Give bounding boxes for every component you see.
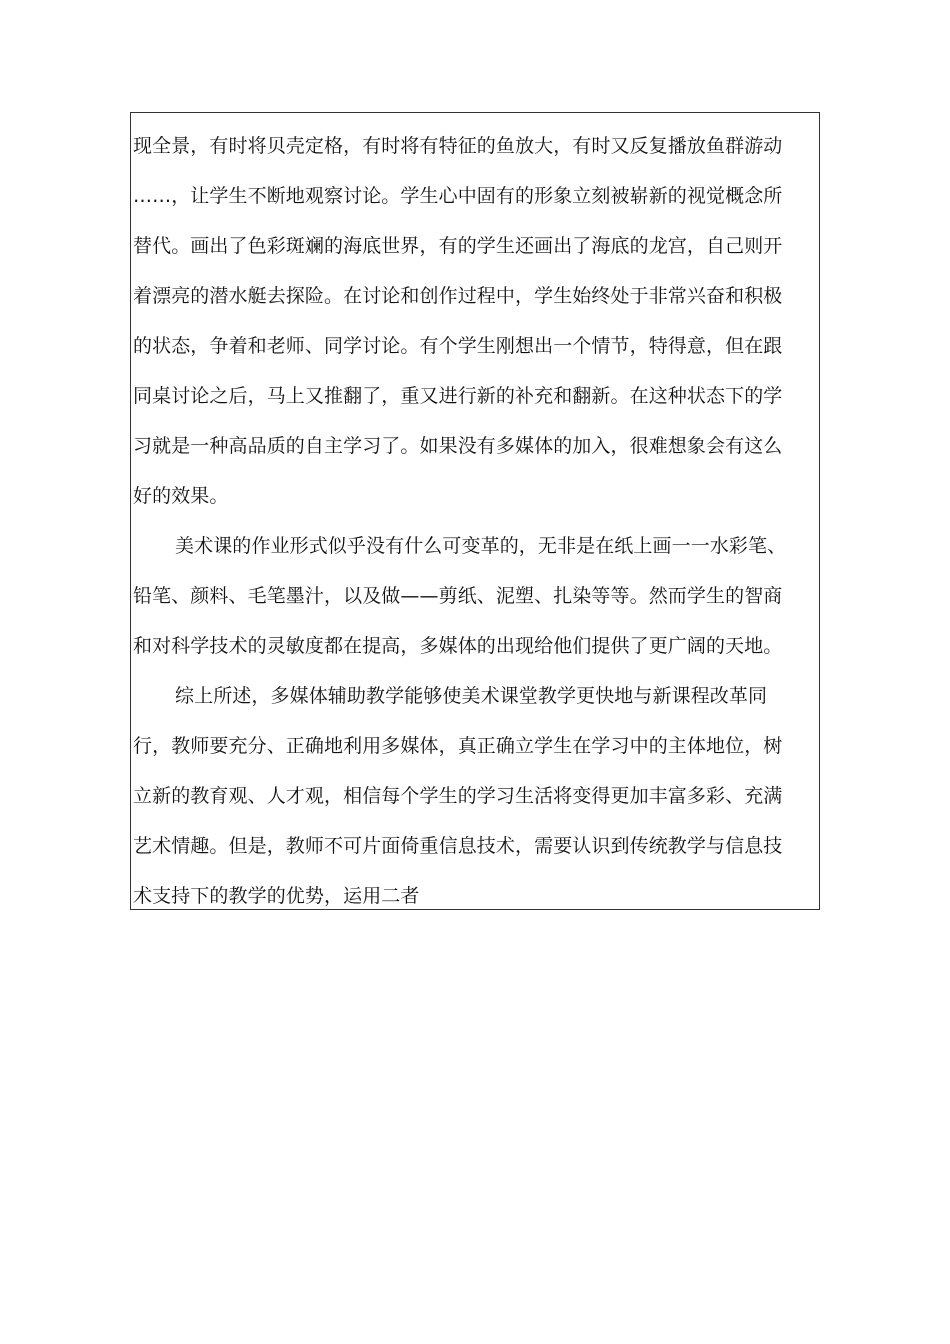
- text-line: 铅笔、颜料、毛笔墨汁，以及做——剪纸、泥塑、扎染等等。然而学生的智商: [133, 585, 783, 607]
- text-line: 现全景，有时将贝壳定格，有时将有特征的鱼放大，有时又反复播放鱼群游动: [133, 135, 783, 157]
- text-line: 综上所述，多媒体辅助教学能够使美术课堂教学更快地与新课程改革同: [175, 685, 768, 707]
- text-line: 艺术情趣。但是，教师不可片面倚重信息技术，需要认识到传统教学与信息技: [133, 835, 783, 857]
- text-line: 习就是一种高品质的自主学习了。如果没有多媒体的加入，很难想象会有这么: [133, 435, 783, 457]
- text-line: 美术课的作业形式似乎没有什么可变革的，无非是在纸上画一一水彩笔、: [175, 535, 787, 557]
- text-line: 立新的教育观、人才观，相信每个学生的学习生活将变得更加丰富多彩、充满: [133, 785, 783, 807]
- text-line: 行，教师要充分、正确地利用多媒体，真正确立学生在学习中的主体地位，树: [133, 735, 783, 757]
- text-line: 的状态，争着和老师、同学讨论。有个学生刚想出一个情节，特得意，但在跟: [133, 335, 783, 357]
- text-line: 着漂亮的潜水艇去探险。在讨论和创作过程中，学生始终处于非常兴奋和积极: [133, 285, 783, 307]
- text-lines: [133, 134, 819, 910]
- text-line: 替代。画出了色彩斑斓的海底世界，有的学生还画出了海底的龙宫，自己则开: [133, 235, 783, 257]
- text-line: ……，让学生不断地观察讨论。学生心中固有的形象立刻被崭新的视觉概念所: [133, 185, 783, 207]
- text-frame: [130, 112, 820, 910]
- text-line: 术支持下的教学的优势，运用二者: [133, 885, 420, 907]
- text-line: 同桌讨论之后，马上又推翻了，重又进行新的补充和翻新。在这种状态下的学: [133, 385, 783, 407]
- text-line: 好的效果。: [133, 485, 229, 507]
- text-line: 和对科学技术的灵敏度都在提高，多媒体的出现给他们提供了更广阔的天地。: [133, 635, 783, 657]
